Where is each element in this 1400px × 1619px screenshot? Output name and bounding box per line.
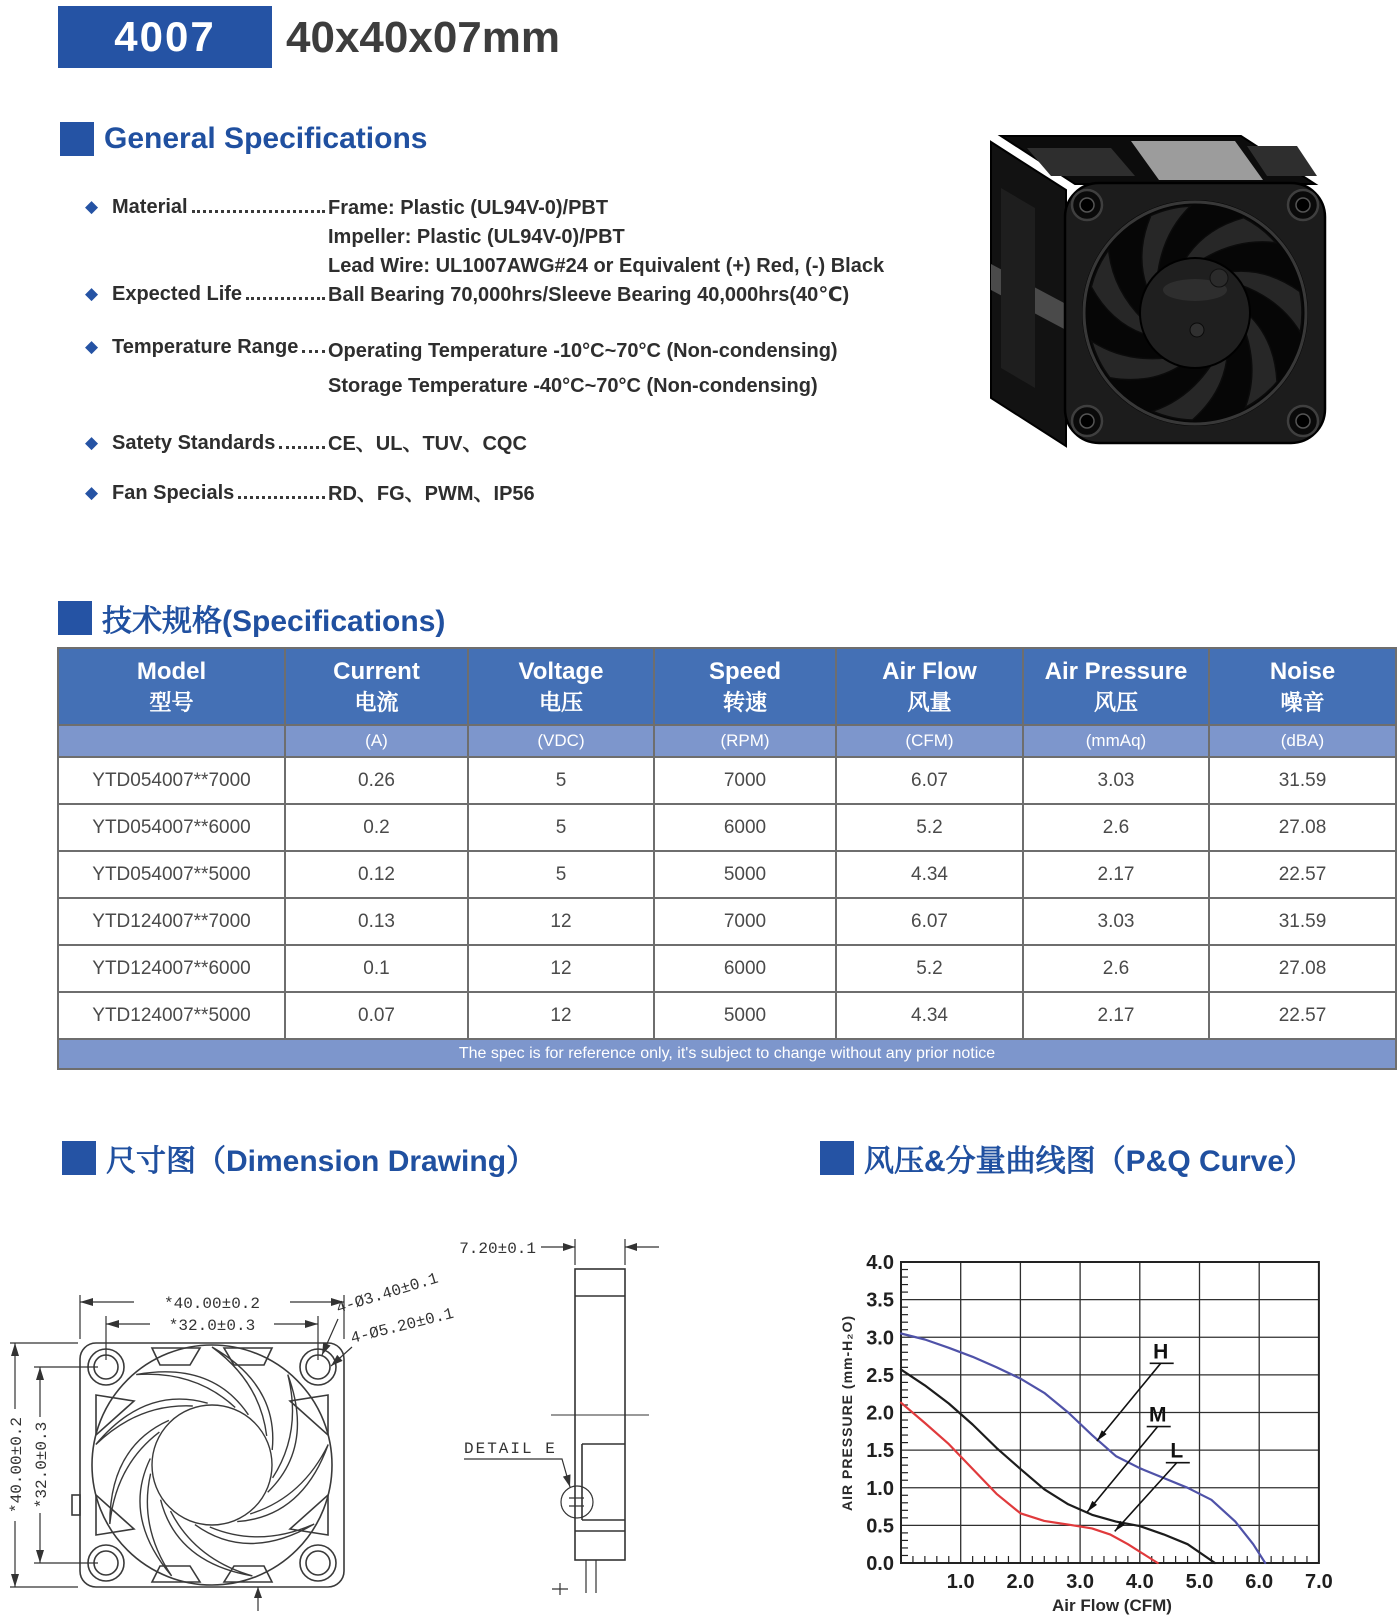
spec-row (85, 281, 935, 310)
spec-cell: 5 (468, 757, 654, 804)
spec-cell: 3.03 (1023, 898, 1209, 945)
spec-cell: 5000 (654, 992, 836, 1039)
spec-label: Material (112, 196, 188, 218)
table-row (58, 804, 1396, 851)
dotted-leader (238, 480, 325, 499)
spec-cell: 0.12 (285, 851, 468, 898)
column-header: Model 型号 (58, 648, 285, 725)
unit-cell: (dBA) (1209, 725, 1396, 757)
section-title: 风压&分量曲线图（P&Q Curve） (864, 1145, 1315, 1178)
table-row (58, 992, 1396, 1039)
svg-text:1.0: 1.0 (946, 1571, 975, 1593)
svg-text:7.0: 7.0 (1304, 1571, 1333, 1593)
spec-cell: 7000 (654, 898, 836, 945)
unit-cell: (VDC) (468, 725, 654, 757)
chart-curve-labels (1087, 1340, 1190, 1531)
spec-table (57, 647, 1397, 1070)
spec-cell: 5 (468, 851, 654, 898)
spec-cell: YTD124007**7000 (58, 898, 285, 945)
column-header: Noise 噪音 (1209, 648, 1396, 725)
spec-cell: 31.59 (1209, 757, 1396, 804)
dim-height-label: *40.00±0.2 (8, 1416, 26, 1514)
blue-square-icon (62, 1141, 96, 1175)
spec-cell: 5 (468, 804, 654, 851)
spec-value-line: Operating Temperature -10°C~70°C (Non-condensing) (328, 340, 838, 362)
column-header: Current 电流 (285, 648, 468, 725)
spec-cell: 27.08 (1209, 945, 1396, 992)
spec-cell: 5.2 (836, 804, 1023, 851)
svg-text:1.0: 1.0 (866, 1477, 894, 1500)
svg-text:2.0: 2.0 (866, 1402, 894, 1425)
diamond-bullet-icon: ◆ (85, 284, 99, 303)
spec-cell: YTD124007**6000 (58, 945, 285, 992)
spec-cell: 22.57 (1209, 851, 1396, 898)
unit-cell: (RPM) (654, 725, 836, 757)
spec-cell: 6000 (654, 945, 836, 992)
spec-cell: YTD054007**7000 (58, 757, 285, 804)
svg-text:3.0: 3.0 (866, 1327, 894, 1350)
spec-table-heading (58, 596, 445, 640)
dotted-leader (192, 194, 325, 213)
spec-cell: 2.6 (1023, 804, 1209, 851)
model-badge: 4007 (58, 6, 272, 68)
impeller-blades (96, 1347, 328, 1576)
spec-cell: 0.2 (285, 804, 468, 851)
spec-row (85, 334, 935, 404)
spec-cell: 27.08 (1209, 804, 1396, 851)
section-title: 技术规格(Specifications) (102, 605, 446, 638)
spec-cell: 3.03 (1023, 757, 1209, 804)
spec-label: Expected Life (112, 283, 243, 305)
spec-cell: 12 (468, 992, 654, 1039)
general-specs-heading (60, 122, 427, 156)
spec-value-line: RD、FG、PWM、IP56 (328, 483, 535, 505)
diamond-bullet-icon: ◆ (85, 337, 99, 356)
fan-hub-center (1190, 323, 1204, 337)
svg-text:2.0: 2.0 (1006, 1571, 1035, 1593)
blue-square-icon (58, 601, 92, 635)
spec-row (85, 480, 935, 509)
curve-L (901, 1403, 1158, 1563)
unit-cell: (A) (285, 725, 468, 757)
spec-cell: YTD054007**6000 (58, 804, 285, 851)
spec-value-line: Impeller: Plastic (UL94V-0)/PBT (328, 226, 625, 248)
unit-cell (58, 725, 285, 757)
svg-text:6.0: 6.0 (1245, 1571, 1274, 1593)
spec-cell: 7000 (654, 757, 836, 804)
spec-label: Temperature Range (112, 336, 299, 358)
svg-text:5.0: 5.0 (1185, 1571, 1214, 1593)
spec-cell: 4.34 (836, 851, 1023, 898)
spec-table-wrap (57, 647, 1395, 1070)
column-header: Voltage 电压 (468, 648, 654, 725)
dim-thickness-label: 7.20±0.1 (459, 1240, 536, 1258)
dotted-leader (279, 430, 325, 449)
curve-H (901, 1334, 1265, 1564)
svg-text:4.0: 4.0 (866, 1252, 894, 1274)
spec-cell: 0.13 (285, 898, 468, 945)
chart-series (901, 1334, 1265, 1564)
svg-text:3.0: 3.0 (1066, 1571, 1095, 1593)
svg-text:L: L (1170, 1439, 1184, 1463)
dimension-drawing (0, 1195, 760, 1619)
diamond-bullet-icon: ◆ (85, 483, 99, 502)
spec-cell: 0.26 (285, 757, 468, 804)
spec-cell: YTD124007**5000 (58, 992, 285, 1039)
svg-text:0.5: 0.5 (866, 1515, 894, 1538)
section-title: 尺寸图（Dimension Drawing） (106, 1145, 537, 1178)
spec-value-line: Storage Temperature -40°C~70°C (Non-condensing) (328, 375, 818, 397)
section-title: General Specifications (104, 122, 428, 155)
dotted-leader (246, 281, 325, 300)
dim-hole-pitch-label: *32.0±0.3 (168, 1317, 256, 1335)
dim-width-label: *40.00±0.2 (163, 1295, 261, 1313)
dim-hole-small-label: 4-Ø3.40±0.1 (334, 1269, 441, 1318)
table-row (58, 945, 1396, 992)
spec-cell: 31.59 (1209, 898, 1396, 945)
fan-hub (1140, 258, 1250, 368)
unit-cell: (CFM) (836, 725, 1023, 757)
table-row (58, 851, 1396, 898)
diamond-bullet-icon: ◆ (85, 197, 99, 216)
column-header: Air Flow 风量 (836, 648, 1023, 725)
spec-cell: 6000 (654, 804, 836, 851)
svg-text:0.0: 0.0 (866, 1553, 894, 1575)
curve-M (901, 1370, 1215, 1563)
dim-hole-pitch-v-label: *32.0±0.3 (33, 1421, 51, 1509)
dimension-heading (62, 1136, 536, 1180)
spec-label: Fan Specials (112, 482, 235, 504)
svg-text:M: M (1148, 1403, 1167, 1427)
fan-product-photo (935, 68, 1345, 468)
column-header: Speed 转速 (654, 648, 836, 725)
spec-row (85, 194, 935, 281)
spec-cell: 4.34 (836, 992, 1023, 1039)
spec-values (328, 430, 935, 459)
spec-label: Satety Standards (112, 432, 276, 454)
spec-cell: 5000 (654, 851, 836, 898)
spec-cell: YTD054007**5000 (58, 851, 285, 898)
svg-text:2.5: 2.5 (866, 1364, 894, 1387)
fan-side-slot (1001, 188, 1035, 388)
blue-square-icon (820, 1141, 854, 1175)
chart-grid (901, 1262, 1319, 1563)
spec-cell: 0.07 (285, 992, 468, 1039)
spec-cell: 6.07 (836, 898, 1023, 945)
spec-cell: 6.07 (836, 757, 1023, 804)
spec-cell: 22.57 (1209, 992, 1396, 1039)
spec-cell: 2.17 (1023, 851, 1209, 898)
spec-value-line: CE、UL、TUV、CQC (328, 433, 527, 455)
spec-row (85, 430, 935, 459)
spec-cell: 12 (468, 945, 654, 992)
dim-hole-big-label: 4-Ø5.20±0.1 (348, 1304, 456, 1348)
spec-values (328, 281, 935, 310)
diamond-bullet-icon: ◆ (85, 433, 99, 452)
spec-cell: 2.6 (1023, 945, 1209, 992)
column-header: Air Pressure 风压 (1023, 648, 1209, 725)
spec-value-line: Lead Wire: UL1007AWG#24 or Equivalent (+) Red, (-) Black (328, 255, 885, 277)
spec-value-line: Ball Bearing 70,000hrs/Sleeve Bearing 40,000hrs(40℃) (328, 284, 850, 306)
spec-values (328, 480, 935, 509)
spec-values (328, 334, 935, 404)
dotted-leader (302, 334, 325, 353)
spec-values (328, 194, 935, 281)
table-row (58, 898, 1396, 945)
svg-text:4.0: 4.0 (1125, 1571, 1154, 1593)
spec-cell: 5.2 (836, 945, 1023, 992)
unit-cell: (mmAq) (1023, 725, 1209, 757)
svg-text:H: H (1153, 1340, 1169, 1364)
spec-value-line: Frame: Plastic (UL94V-0)/PBT (328, 197, 609, 219)
blue-square-icon (60, 122, 94, 156)
fan-hub-screw (1210, 269, 1228, 287)
spec-cell: 12 (468, 898, 654, 945)
table-row (58, 757, 1396, 804)
table-footnote: The spec is for reference only, it's subject to change without any prior notice (58, 1039, 1396, 1069)
dimension-labels (6, 1240, 557, 1521)
spec-cell: 0.1 (285, 945, 468, 992)
x-axis-title: Air Flow (CFM) (1052, 1596, 1172, 1615)
detail-e-label: DETAIL E (464, 1440, 557, 1458)
y-axis-title: AIR PRESSURE (mm-H₂O) (839, 1314, 855, 1512)
pq-curve-chart (790, 1195, 1400, 1619)
spec-cell: 2.17 (1023, 992, 1209, 1039)
page-title: 40x40x07mm (286, 13, 561, 62)
svg-text:3.5: 3.5 (866, 1289, 894, 1312)
svg-text:1.5: 1.5 (866, 1440, 894, 1463)
chart-ticks (866, 1252, 1333, 1593)
pq-heading (820, 1136, 1314, 1180)
